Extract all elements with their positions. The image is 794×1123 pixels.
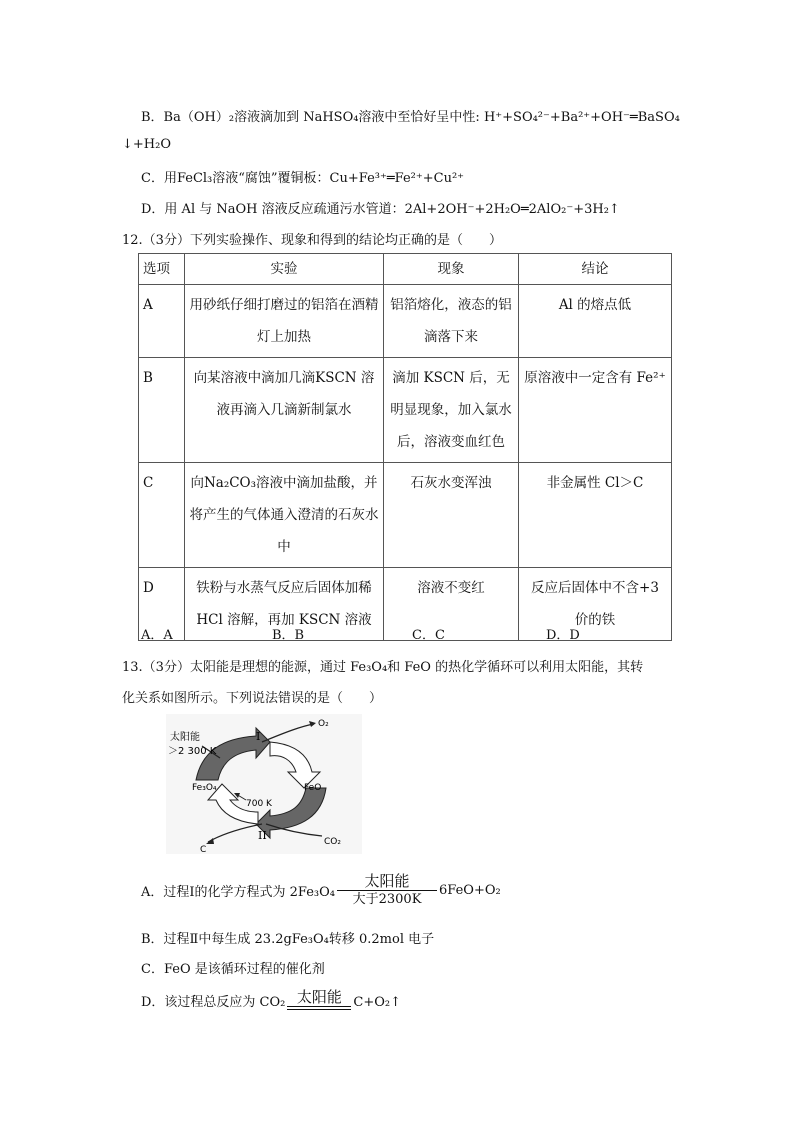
sun-label-1: 太阳能 [170,732,200,743]
q11-option-d: D．用 Al 与 NaOH 溶液反应疏通污水管道：2Al+2OH⁻+2H₂O═2AlO₂⁻+3H₂↑ [141,202,620,217]
header-experiment: 实验 [185,254,384,285]
q13-option-a [141,872,501,909]
q13-stem-line1: 13.（3分）太阳能是理想的能源，通过 Fe₃O₄和 FeO 的热化学循环可以利用太阳能，其转 [122,660,644,675]
thermochemical-cycle-diagram [166,714,362,854]
co2-label: CO₂ [324,837,341,847]
feo-label: FeO [304,783,322,793]
row-conclusion: Al 的熔点低 [519,285,672,358]
row-conclusion: 反应后固体中不含+3 价的铁 [519,568,672,641]
row-phenomenon: 滴加 KSCN 后，无明显现象，加入氯水后，溶液变血红色 [384,358,519,463]
q13-option-a-prefix: A．过程Ⅰ的化学方程式为 2Fe₃O₄ [141,885,336,900]
q13-option-d-condition-top: 太阳能 [287,988,351,1007]
q12-choice-d: D．D [546,628,580,643]
q11-option-c: C．用FeCl₃溶液“腐蚀”覆铜板：Cu+Fe³⁺═Fe²⁺+Cu²⁺ [141,171,465,186]
q12-choice-c: C．C [412,628,445,643]
fe3o4-label: Fe₃O₄ [192,783,217,793]
q13-option-d-equals-line [287,1009,351,1010]
row-conclusion: 原溶液中一定含有 Fe²⁺ [519,358,672,463]
row-option: A [139,285,185,358]
q11-option-b-line1: B．Ba（OH）₂溶液滴加到 NaHSO₄溶液中至恰好呈中性: H⁺+SO₄²⁻+Ba²⁺+OH⁻═BaSO₄ [141,110,680,125]
header-conclusion: 结论 [519,254,672,285]
q12-choice-a: A．A [141,628,173,643]
q11-option-b-line2: ↓+H₂O [122,137,171,152]
table-row [139,463,672,568]
q13-option-a-condition-top: 太阳能 [337,872,437,891]
q12-choice-b: B．B [272,628,305,643]
table-row [139,285,672,358]
q13-stem-line2: 化关系如图所示。下列说法错误的是（ ） [122,691,383,706]
o2-label: O₂ [318,719,329,729]
row-option: D [139,568,185,641]
row-option: C [139,463,185,568]
row-conclusion: 非金属性 Cl＞C [519,463,672,568]
q13-option-b: B．过程Ⅱ中每生成 23.2gFe₃O₄转移 0.2mol 电子 [141,932,435,947]
table-header-row [139,254,672,285]
process1-label: I [256,730,261,743]
table-row [139,568,672,641]
row-experiment: 向某溶液中滴加几滴KSCN 溶液再滴入几滴新制氯水 [185,358,384,463]
row-phenomenon: 溶液不变红 [384,568,519,641]
c-label: C [200,845,207,854]
process2-label: II [258,829,267,842]
temp-label: 700 K [246,799,272,809]
q13-option-d [141,988,401,1010]
row-experiment: 用砂纸仔细打磨过的铝箔在酒精灯上加热 [185,285,384,358]
q13-option-a-suffix: 6FeO+O₂ [439,883,501,898]
q12-table [138,253,672,641]
q13-option-a-condition-bottom: 大于2300K [352,892,422,907]
q13-option-d-prefix: D．该过程总反应为 CO₂ [141,995,286,1010]
row-experiment: 向Na₂CO₃溶液中滴加盐酸，并将产生的气体通入澄清的石灰水中 [185,463,384,568]
row-experiment: 铁粉与水蒸气反应后固体加稀 HCl 溶解，再加 KSCN 溶液 [185,568,384,641]
q13-option-d-condition [287,988,351,1010]
row-option: B [139,358,185,463]
sun-label-2: ＞2 300 K [168,746,217,757]
q13-option-a-condition [337,872,437,909]
q12-stem: 12.（3分）下列实验操作、现象和得到的结论均正确的是（ ） [122,233,502,248]
header-phenomenon: 现象 [384,254,519,285]
row-phenomenon: 铝箔熔化，液态的铝滴落下来 [384,285,519,358]
table-row [139,358,672,463]
q13-option-c: C．FeO 是该循环过程的催化剂 [141,962,325,977]
row-phenomenon: 石灰水变浑浊 [384,463,519,568]
header-option: 选项 [139,254,185,285]
q13-option-d-suffix: C+O₂↑ [353,995,401,1010]
